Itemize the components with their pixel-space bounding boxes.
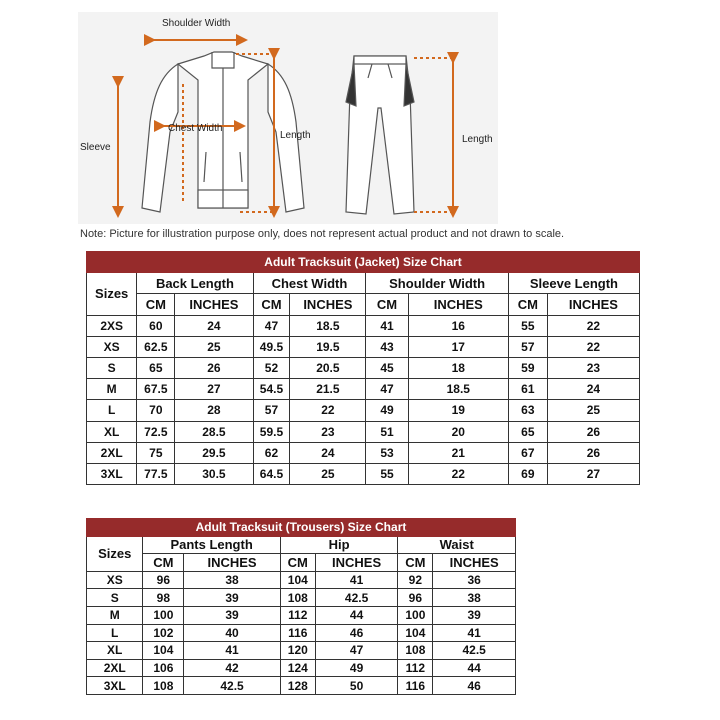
jacket-value-cell: 16: [408, 315, 508, 336]
trousers-size-cell: M: [87, 606, 143, 624]
pants-outline: [346, 56, 414, 214]
jacket-value-cell: 57: [253, 400, 290, 421]
jacket-value-cell: 17: [408, 336, 508, 357]
jacket-value-cell: 21.5: [290, 379, 366, 400]
trousers-size-table: [86, 518, 516, 695]
jacket-value-cell: 24: [175, 315, 253, 336]
tracksuit-diagram: [78, 12, 498, 224]
jacket-size-table: [86, 251, 640, 485]
trousers-value-cell: 124: [280, 659, 315, 677]
jacket-value-cell: 69: [508, 463, 547, 484]
jacket-value-cell: 47: [366, 379, 408, 400]
trousers-value-cell: 42.5: [184, 677, 281, 695]
jacket-unit-header: CM: [366, 294, 408, 315]
jacket-group-header: Shoulder Width: [366, 273, 509, 294]
trousers-value-cell: 104: [280, 571, 315, 589]
jacket-row: [87, 315, 640, 336]
jacket-row: [87, 379, 640, 400]
jacket-value-cell: 49: [366, 400, 408, 421]
trousers-value-cell: 46: [433, 677, 516, 695]
jacket-group-header: Back Length: [137, 273, 253, 294]
jacket-row: [87, 336, 640, 357]
jacket-value-cell: 59.5: [253, 421, 290, 442]
jacket-value-cell: 18.5: [290, 315, 366, 336]
jacket-value-cell: 67.5: [137, 379, 175, 400]
trousers-group-header-row: [87, 536, 516, 554]
trousers-size-cell: 3XL: [87, 677, 143, 695]
jacket-value-cell: 26: [547, 442, 639, 463]
jacket-value-cell: 64.5: [253, 463, 290, 484]
trousers-unit-header-row: [87, 554, 516, 572]
trousers-group-header: Pants Length: [143, 536, 280, 554]
jacket-size-cell: 3XL: [87, 463, 137, 484]
jacket-group-header-row: [87, 273, 640, 294]
trousers-value-cell: 39: [184, 606, 281, 624]
trousers-value-cell: 41: [433, 624, 516, 642]
trousers-row: [87, 624, 516, 642]
jacket-value-cell: 41: [366, 315, 408, 336]
jacket-value-cell: 47: [253, 315, 290, 336]
trousers-row: [87, 571, 516, 589]
trousers-value-cell: 50: [315, 677, 398, 695]
jacket-value-cell: 21: [408, 442, 508, 463]
jacket-title-row: [87, 252, 640, 273]
trousers-value-cell: 102: [143, 624, 184, 642]
trousers-value-cell: 42.5: [315, 589, 398, 607]
jacket-value-cell: 70: [137, 400, 175, 421]
jacket-value-cell: 75: [137, 442, 175, 463]
trousers-value-cell: 112: [280, 606, 315, 624]
jacket-value-cell: 24: [547, 379, 639, 400]
trousers-value-cell: 38: [184, 571, 281, 589]
jacket-title: Adult Tracksuit (Jacket) Size Chart: [87, 252, 640, 273]
trousers-value-cell: 44: [433, 659, 516, 677]
jacket-value-cell: 19.5: [290, 336, 366, 357]
trousers-row: [87, 677, 516, 695]
trousers-value-cell: 46: [315, 624, 398, 642]
jacket-size-cell: 2XS: [87, 315, 137, 336]
trousers-value-cell: 108: [280, 589, 315, 607]
jacket-size-cell: XS: [87, 336, 137, 357]
jacket-value-cell: 77.5: [137, 463, 175, 484]
trousers-value-cell: 41: [184, 642, 281, 660]
jacket-value-cell: 28: [175, 400, 253, 421]
jacket-value-cell: 65: [137, 357, 175, 378]
trousers-value-cell: 116: [280, 624, 315, 642]
jacket-row: [87, 442, 640, 463]
trousers-sizes-header: Sizes: [87, 536, 143, 571]
trousers-group-header: Hip: [280, 536, 398, 554]
jacket-value-cell: 62: [253, 442, 290, 463]
trousers-value-cell: 42.5: [433, 642, 516, 660]
jacket-value-cell: 25: [547, 400, 639, 421]
jacket-value-cell: 55: [508, 315, 547, 336]
jacket-value-cell: 57: [508, 336, 547, 357]
trousers-value-cell: 49: [315, 659, 398, 677]
jacket-size-cell: L: [87, 400, 137, 421]
jacket-sizes-header: Sizes: [87, 273, 137, 315]
jacket-value-cell: 45: [366, 357, 408, 378]
trousers-size-cell: 2XL: [87, 659, 143, 677]
jacket-value-cell: 23: [547, 357, 639, 378]
jacket-value-cell: 30.5: [175, 463, 253, 484]
trousers-value-cell: 106: [143, 659, 184, 677]
trousers-title: Adult Tracksuit (Trousers) Size Chart: [87, 519, 516, 537]
jacket-value-cell: 72.5: [137, 421, 175, 442]
jacket-value-cell: 51: [366, 421, 408, 442]
trousers-group-header: Waist: [398, 536, 516, 554]
pants-length-label: Length: [462, 134, 493, 145]
jacket-value-cell: 27: [175, 379, 253, 400]
trousers-value-cell: 104: [143, 642, 184, 660]
chest-width-label: Chest Width: [168, 123, 223, 134]
trousers-value-cell: 36: [433, 571, 516, 589]
jacket-unit-header: INCHES: [175, 294, 253, 315]
jacket-size-cell: S: [87, 357, 137, 378]
trousers-value-cell: 112: [398, 659, 433, 677]
trousers-unit-header: INCHES: [184, 554, 281, 572]
trousers-value-cell: 100: [398, 606, 433, 624]
trousers-value-cell: 104: [398, 624, 433, 642]
jacket-value-cell: 54.5: [253, 379, 290, 400]
jacket-value-cell: 25: [290, 463, 366, 484]
jacket-unit-header: INCHES: [290, 294, 366, 315]
jacket-unit-header: CM: [137, 294, 175, 315]
jacket-value-cell: 26: [547, 421, 639, 442]
jacket-value-cell: 63: [508, 400, 547, 421]
trousers-value-cell: 41: [315, 571, 398, 589]
jacket-size-cell: XL: [87, 421, 137, 442]
trousers-size-cell: XL: [87, 642, 143, 660]
trousers-value-cell: 39: [433, 606, 516, 624]
trousers-value-cell: 98: [143, 589, 184, 607]
jacket-value-cell: 65: [508, 421, 547, 442]
jacket-value-cell: 55: [366, 463, 408, 484]
jacket-row: [87, 400, 640, 421]
jacket-value-cell: 22: [547, 315, 639, 336]
jacket-value-cell: 23: [290, 421, 366, 442]
trousers-value-cell: 120: [280, 642, 315, 660]
trousers-row: [87, 642, 516, 660]
jacket-size-cell: 2XL: [87, 442, 137, 463]
jacket-value-cell: 49.5: [253, 336, 290, 357]
jacket-value-cell: 20.5: [290, 357, 366, 378]
jacket-value-cell: 25: [175, 336, 253, 357]
jacket-row: [87, 463, 640, 484]
jacket-value-cell: 62.5: [137, 336, 175, 357]
trousers-value-cell: 44: [315, 606, 398, 624]
trousers-row: [87, 659, 516, 677]
trousers-unit-header: CM: [143, 554, 184, 572]
jacket-value-cell: 53: [366, 442, 408, 463]
trousers-unit-header: INCHES: [433, 554, 516, 572]
jacket-value-cell: 28.5: [175, 421, 253, 442]
jacket-value-cell: 43: [366, 336, 408, 357]
jacket-value-cell: 22: [290, 400, 366, 421]
trousers-value-cell: 47: [315, 642, 398, 660]
trousers-size-cell: L: [87, 624, 143, 642]
shoulder-width-label: Shoulder Width: [162, 18, 231, 29]
trousers-value-cell: 42: [184, 659, 281, 677]
trousers-value-cell: 116: [398, 677, 433, 695]
jacket-row: [87, 357, 640, 378]
trousers-value-cell: 39: [184, 589, 281, 607]
jacket-group-header: Sleeve Length: [508, 273, 639, 294]
jacket-unit-header: CM: [508, 294, 547, 315]
trousers-value-cell: 92: [398, 571, 433, 589]
jacket-value-cell: 19: [408, 400, 508, 421]
illustration-note: Note: Picture for illustration purpose only, does not represent actual product and not drawn to scale.: [80, 228, 565, 240]
jacket-length-label: Length: [280, 130, 311, 141]
jacket-value-cell: 67: [508, 442, 547, 463]
jacket-value-cell: 27: [547, 463, 639, 484]
jacket-value-cell: 24: [290, 442, 366, 463]
jacket-unit-header-row: [87, 294, 640, 315]
jacket-value-cell: 29.5: [175, 442, 253, 463]
trousers-row: [87, 589, 516, 607]
jacket-value-cell: 18.5: [408, 379, 508, 400]
trousers-value-cell: 128: [280, 677, 315, 695]
jacket-unit-header: CM: [253, 294, 290, 315]
jacket-value-cell: 22: [547, 336, 639, 357]
trousers-unit-header: CM: [398, 554, 433, 572]
trousers-value-cell: 96: [143, 571, 184, 589]
jacket-value-cell: 60: [137, 315, 175, 336]
jacket-unit-header: INCHES: [408, 294, 508, 315]
trousers-value-cell: 108: [398, 642, 433, 660]
jacket-value-cell: 61: [508, 379, 547, 400]
jacket-row: [87, 421, 640, 442]
garment-illustration: [78, 12, 498, 224]
trousers-value-cell: 96: [398, 589, 433, 607]
jacket-value-cell: 52: [253, 357, 290, 378]
jacket-value-cell: 22: [408, 463, 508, 484]
jacket-group-header: Chest Width: [253, 273, 366, 294]
trousers-unit-header: CM: [280, 554, 315, 572]
trousers-value-cell: 38: [433, 589, 516, 607]
jacket-unit-header: INCHES: [547, 294, 639, 315]
trousers-unit-header: INCHES: [315, 554, 398, 572]
jacket-value-cell: 18: [408, 357, 508, 378]
trousers-title-row: [87, 519, 516, 537]
jacket-size-cell: M: [87, 379, 137, 400]
trousers-value-cell: 108: [143, 677, 184, 695]
jacket-value-cell: 20: [408, 421, 508, 442]
trousers-size-cell: S: [87, 589, 143, 607]
trousers-value-cell: 100: [143, 606, 184, 624]
jacket-value-cell: 26: [175, 357, 253, 378]
jacket-value-cell: 59: [508, 357, 547, 378]
trousers-value-cell: 40: [184, 624, 281, 642]
trousers-row: [87, 606, 516, 624]
sleeve-label: Sleeve: [80, 142, 111, 153]
trousers-size-cell: XS: [87, 571, 143, 589]
